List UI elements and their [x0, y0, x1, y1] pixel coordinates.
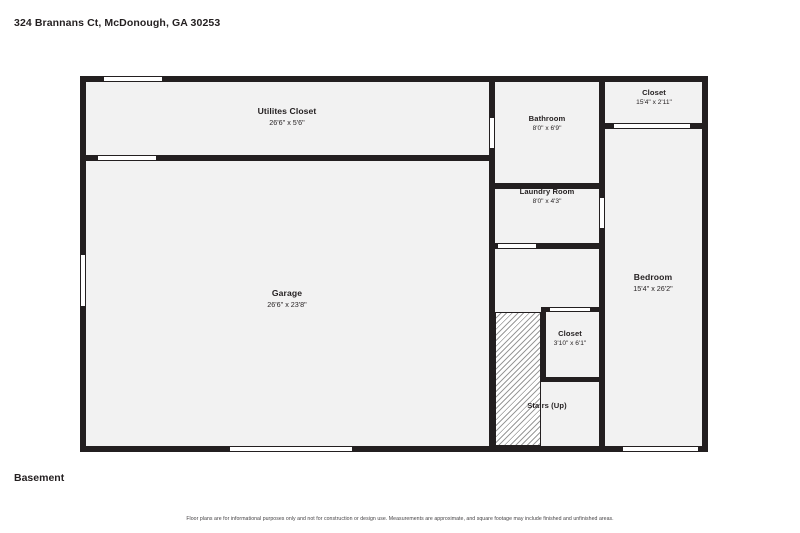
- wall-exterior-bottom: [80, 446, 708, 452]
- room-label-garage: Garage 26'6" x 23'8": [267, 288, 307, 310]
- room-label-laundry: Laundry Room 8'0" x 4'3": [519, 187, 575, 205]
- page-title: 324 Brannans Ct, McDonough, GA 30253: [14, 17, 221, 29]
- garage-door-opening: [230, 446, 352, 452]
- door-utilites-garage: [98, 155, 156, 161]
- room-label-inner-closet: Closet 3'10" x 6'1": [553, 329, 587, 347]
- level-label: Basement: [14, 472, 65, 484]
- wall-exterior-right: [702, 76, 708, 452]
- wall-exterior-top: [80, 76, 708, 82]
- closet-doors-top: [614, 123, 690, 129]
- door-laundry: [498, 243, 536, 249]
- window-bedroom-bottom: [623, 446, 698, 452]
- room-label-bathroom: Bathroom 8'0" x 6'9": [528, 114, 566, 132]
- window-left-exterior: [80, 255, 86, 306]
- window-top-left: [104, 76, 162, 82]
- door-inner-closet: [550, 307, 590, 312]
- room-label-stairs: Stairs (Up): [527, 401, 567, 410]
- floor-plan-diagram: [80, 76, 708, 452]
- disclaimer-text: Floor plans are for informational purposes only and not for construction or design use. Measurements are approximate, and square footage may include finished and unfinished areas.: [186, 516, 614, 522]
- room-label-closet-top: Closet 15'4" x 2'11": [636, 88, 672, 106]
- room-label-bedroom: Bedroom 15'4" x 26'2": [633, 272, 673, 294]
- wall-inner-closet-bottom: [541, 377, 599, 382]
- room-label-utilites-closet: Utilites Closet 26'6" x 5'6": [257, 106, 317, 128]
